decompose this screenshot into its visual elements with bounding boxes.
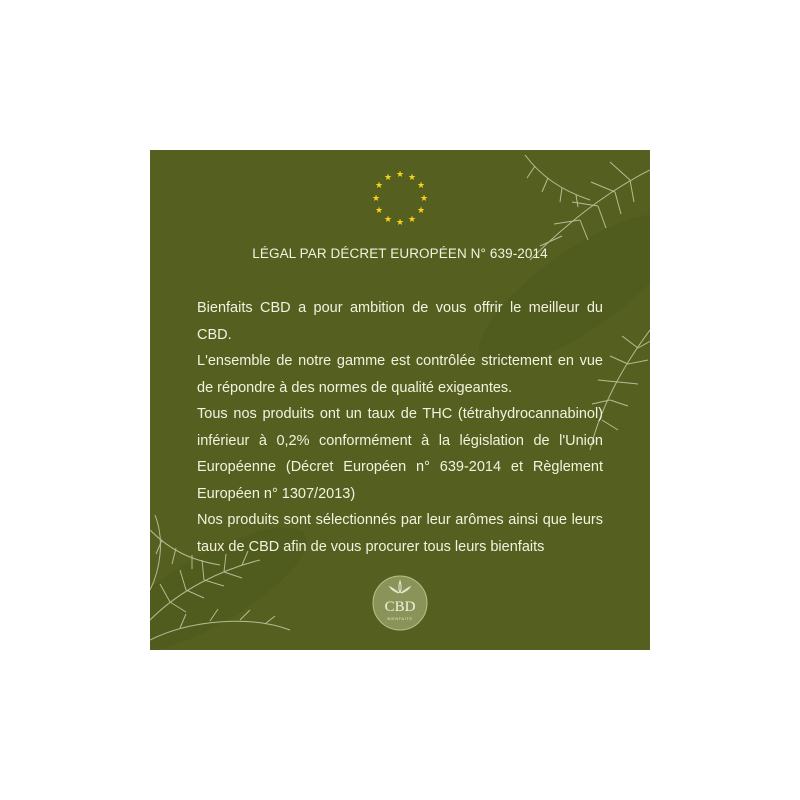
legal-body bbox=[197, 295, 603, 560]
svg-text:★: ★ bbox=[383, 215, 393, 225]
svg-text:★: ★ bbox=[407, 215, 417, 225]
paragraph: Bienfaits CBD a pour ambition de vous offrir le meilleur du CBD. bbox=[197, 300, 603, 343]
svg-text:★: ★ bbox=[395, 218, 405, 228]
cbd-logo bbox=[372, 575, 428, 631]
svg-text:★: ★ bbox=[371, 194, 381, 204]
eu-stars-icon bbox=[370, 168, 430, 228]
legal-info-card bbox=[150, 150, 650, 650]
svg-text:★: ★ bbox=[407, 173, 417, 183]
logo-text: CBD bbox=[384, 599, 416, 615]
svg-text:★: ★ bbox=[374, 206, 384, 216]
svg-text:★: ★ bbox=[395, 170, 405, 180]
logo-subtext: BIENFAITS bbox=[387, 617, 413, 621]
svg-text:★: ★ bbox=[416, 206, 426, 216]
svg-text:★: ★ bbox=[419, 194, 429, 204]
paragraph: L'ensemble de notre gamme est contrôlée strictement en vue de répondre à des normes de qualité exigeantes. bbox=[197, 353, 603, 396]
svg-text:★: ★ bbox=[374, 181, 384, 191]
paragraph: Nos produits sont sélectionnés par leur arômes ainsi que leurs taux de CBD afin de vous procurer tous leurs bienfaits bbox=[197, 512, 603, 555]
paragraph: Tous nos produits ont un taux de THC (tétrahydrocannabinol) inférieur à 0,2% conformément à la législation de l'Union Européenne (Décret Européen n° 639-2014 et Règlement Européen n° 1307/2013) bbox=[197, 406, 603, 502]
legal-heading: LÉGAL PAR DÉCRET EUROPÉEN N° 639-2014 bbox=[252, 246, 548, 261]
svg-text:★: ★ bbox=[383, 173, 393, 183]
svg-text:★: ★ bbox=[416, 181, 426, 191]
